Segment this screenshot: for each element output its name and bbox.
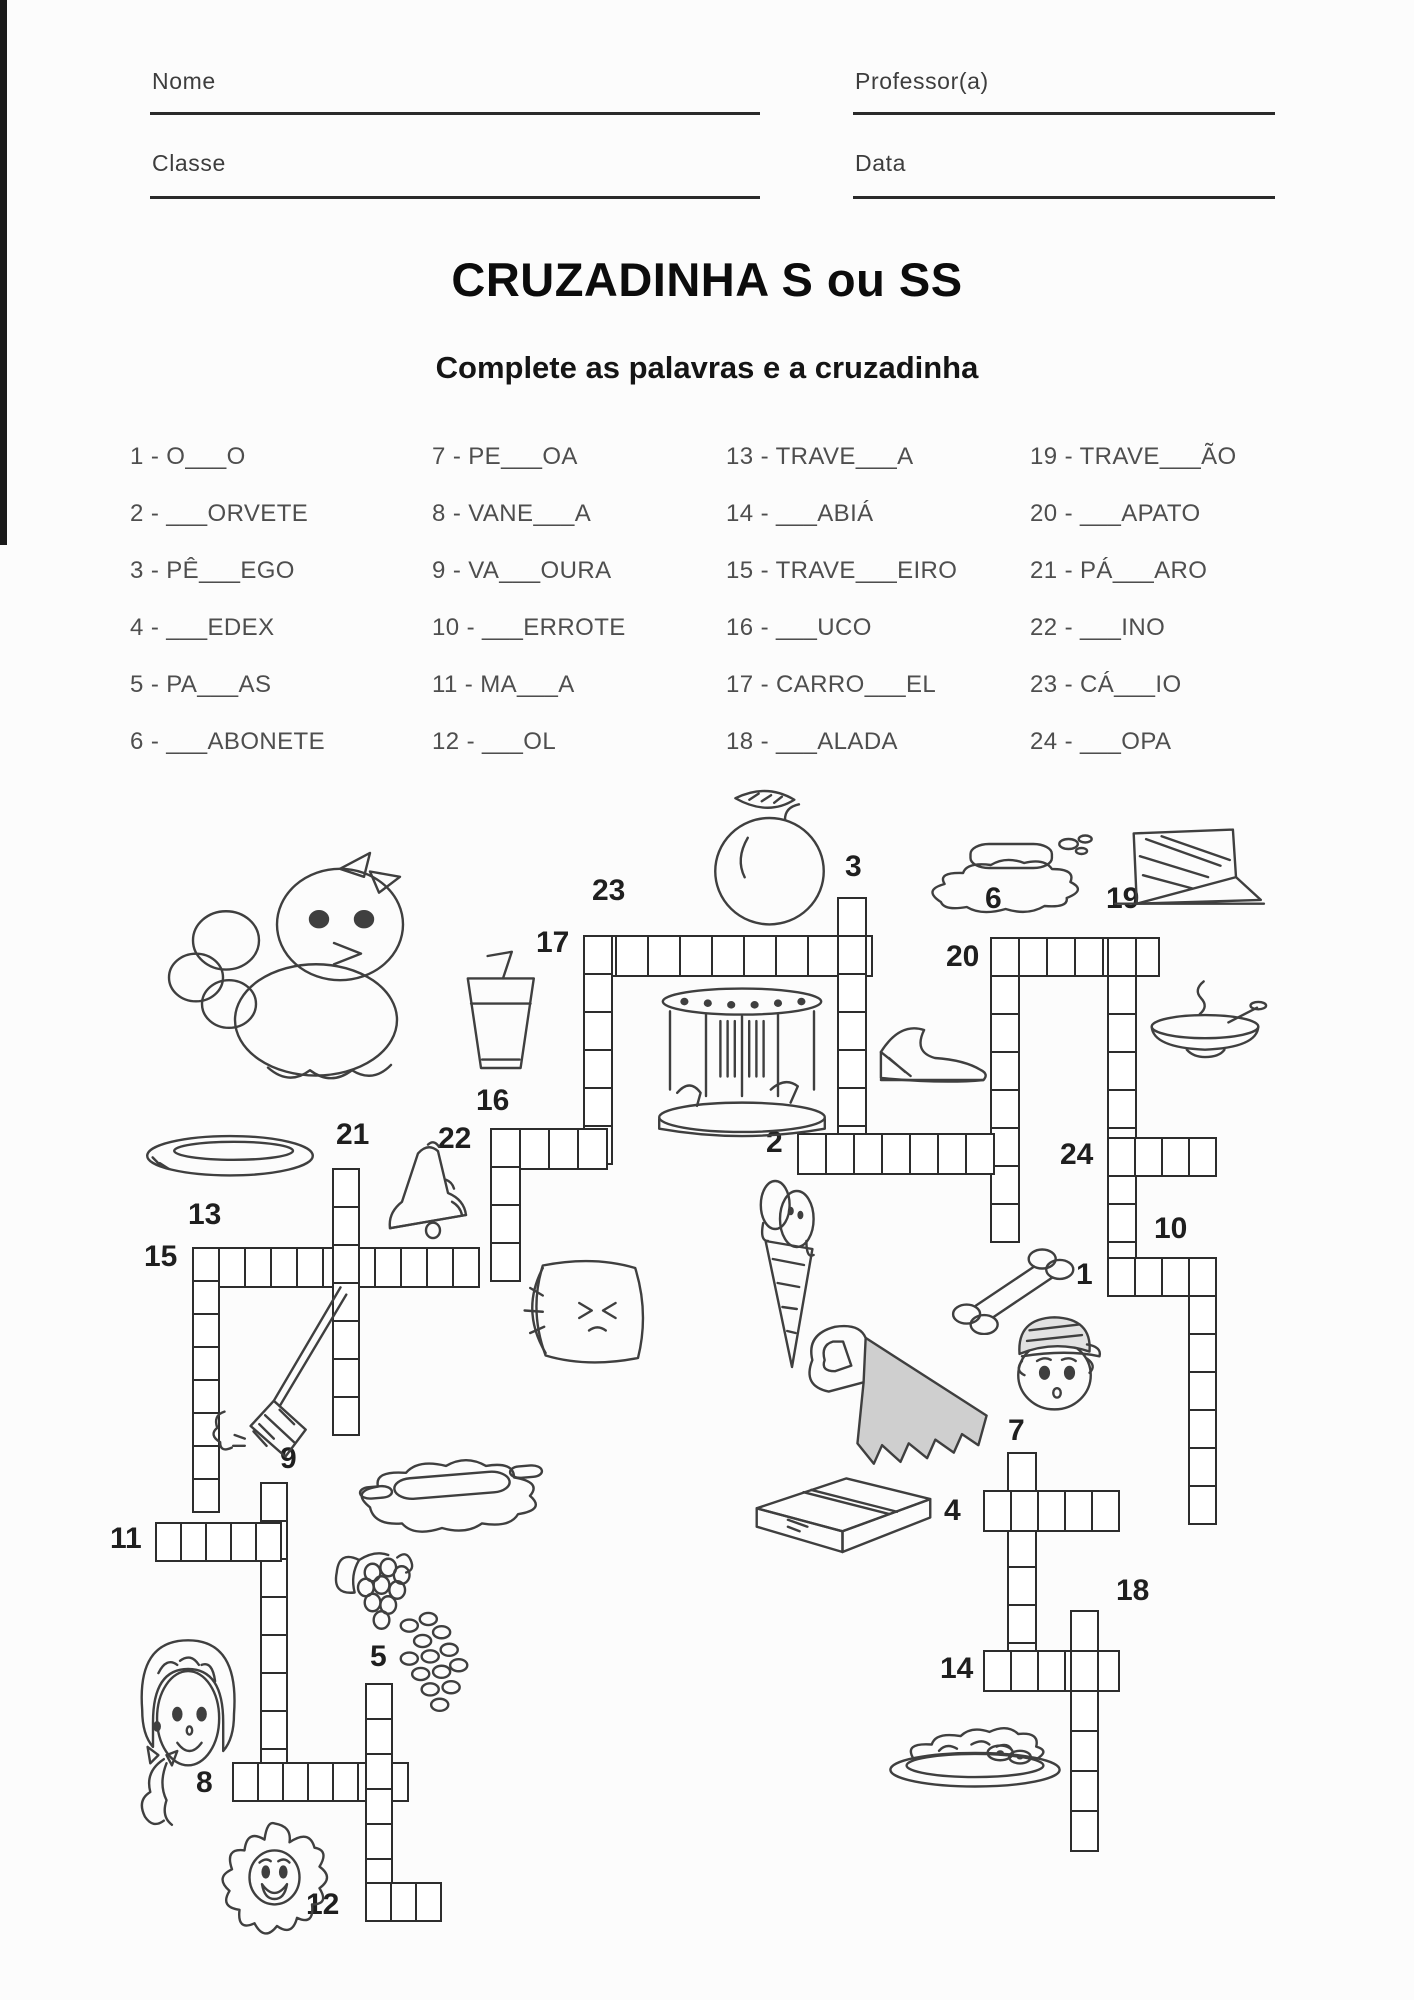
crossword-cell-17-4[interactable]: [679, 935, 713, 977]
crossword-cell-7-4[interactable]: [1007, 1566, 1037, 1606]
crossword-cell-6-1[interactable]: [990, 937, 1020, 977]
clue-number-11: 11: [110, 1522, 142, 1555]
crossword-cell-18-4[interactable]: [1070, 1730, 1099, 1772]
crossword-cell-10-6[interactable]: [1188, 1447, 1217, 1487]
girl-illustration: [126, 1628, 261, 1833]
crossword-cell-11-2[interactable]: [180, 1522, 207, 1562]
crossword-cell-19-2[interactable]: [1107, 975, 1137, 1015]
crossword-cell-8-4[interactable]: [307, 1762, 334, 1802]
crossword-cell-15-9[interactable]: [400, 1247, 428, 1288]
clue-item: 1 - O___O: [130, 442, 246, 470]
crossword-cell-4-3[interactable]: [1037, 1490, 1066, 1532]
coins-illustration: [396, 1608, 491, 1718]
page-title: CRUZADINHA S ou SS: [451, 253, 963, 306]
clue-number-4: 4: [944, 1494, 961, 1527]
crossword-cell-11-4[interactable]: [230, 1522, 257, 1562]
goal-illustration: [1112, 822, 1267, 917]
crossword-cell-2-7[interactable]: [965, 1133, 995, 1175]
crossword-cell-18-6[interactable]: [1070, 1810, 1099, 1852]
crossword-cell-12-1[interactable]: [365, 1882, 392, 1922]
crossword-cell-3-2[interactable]: [837, 935, 867, 975]
crossword-cell-23-2[interactable]: [583, 973, 613, 1013]
clue-number-2: 2: [766, 1126, 783, 1159]
crossword-cell-5-2[interactable]: [365, 1718, 393, 1755]
clue-number-16: 16: [476, 1084, 510, 1117]
crossword-cell-19-8[interactable]: [1107, 1203, 1137, 1243]
crossword-cell-9-3[interactable]: [260, 1558, 288, 1598]
nome-label: Nome: [152, 68, 216, 94]
crossword-cell-2-6[interactable]: [937, 1133, 967, 1175]
crossword-cell-8-2[interactable]: [257, 1762, 284, 1802]
clue-number-6: 6: [985, 882, 1002, 915]
shoe-illustration: [862, 1000, 997, 1100]
clue-item: 22 - ___INO: [1030, 613, 1166, 641]
clue-item: 17 - CARRO___EL: [726, 670, 937, 698]
crossword-cell-10-7[interactable]: [1188, 1485, 1217, 1525]
crossword-cell-20-4[interactable]: [1074, 937, 1104, 977]
crossword-cell-4-4[interactable]: [1064, 1490, 1093, 1532]
crossword-cell-7-3[interactable]: [1007, 1528, 1037, 1568]
clue-number-19: 19: [1106, 882, 1140, 915]
clue-number-18: 18: [1116, 1574, 1150, 1607]
crossword-cell-18-2[interactable]: [1070, 1650, 1099, 1692]
clue-item: 16 - ___UCO: [726, 613, 872, 641]
crossword-cell-11-5[interactable]: [255, 1522, 282, 1562]
crossword-cell-10-1[interactable]: [1188, 1257, 1217, 1297]
clue-item: 20 - ___APATO: [1030, 499, 1201, 527]
crossword-cell-5-3[interactable]: [365, 1753, 393, 1790]
crossword-cell-24-4[interactable]: [1188, 1137, 1217, 1177]
crossword-cell-19-1[interactable]: [1107, 937, 1137, 977]
crossword-cell-21-2[interactable]: [332, 1206, 360, 1246]
clue-item: 14 - ___ABIÁ: [726, 499, 874, 527]
crossword-cell-14-2[interactable]: [1010, 1650, 1039, 1692]
dish-illustration: [140, 1118, 320, 1200]
clue-number-13: 13: [188, 1198, 222, 1231]
clue-number-3: 3: [845, 850, 862, 883]
clue-item: 4 - ___EDEX: [130, 613, 275, 641]
crossword-cell-2-3[interactable]: [853, 1133, 883, 1175]
crossword-cell-4-2[interactable]: [1010, 1490, 1039, 1532]
crossword-cell-22-1[interactable]: [490, 1128, 521, 1168]
carousel-illustration: [652, 982, 832, 1145]
crossword-cell-22-2[interactable]: [490, 1166, 521, 1206]
clue-item: 13 - TRAVE___A: [726, 442, 914, 470]
crossword-cell-12-2[interactable]: [390, 1882, 417, 1922]
crossword-cell-17-7[interactable]: [775, 935, 809, 977]
clue-number-23: 23: [592, 874, 626, 907]
crossword-cell-15-10[interactable]: [426, 1247, 454, 1288]
crossword-cell-11-1[interactable]: [155, 1522, 182, 1562]
clue-item: 11 - MA___A: [432, 670, 575, 698]
crossword-cell-16-4[interactable]: [577, 1128, 608, 1170]
clue-item: 19 - TRAVE___ÃO: [1030, 442, 1237, 470]
page-subtitle: Complete as palavras e a cruzadinha: [435, 350, 979, 385]
clue-number-17: 17: [536, 926, 570, 959]
salad-illustration: [885, 1692, 1065, 1797]
crossword-cell-1-1[interactable]: [1107, 1257, 1136, 1297]
crossword-cell-22-3[interactable]: [490, 1204, 521, 1244]
crossword-cell-7-5[interactable]: [1007, 1604, 1037, 1644]
crossword-cell-9-1[interactable]: [260, 1482, 288, 1522]
soup-illustration: [1140, 972, 1270, 1077]
clue-item: 12 - ___OL: [432, 727, 557, 755]
crossword-cell-9-4[interactable]: [260, 1596, 288, 1636]
classe-label: Classe: [152, 150, 226, 176]
crossword-cell-5-4[interactable]: [365, 1788, 393, 1825]
crossword-cell-19-5[interactable]: [1107, 1089, 1137, 1129]
crossword-cell-10-3[interactable]: [1188, 1333, 1217, 1373]
clue-number-14: 14: [940, 1652, 974, 1685]
data-label: Data: [855, 150, 906, 176]
professor-label: Professor(a): [855, 68, 989, 94]
crossword-cell-8-5[interactable]: [332, 1762, 359, 1802]
crossword-cell-23-5[interactable]: [583, 1087, 613, 1127]
crossword-cell-13-8[interactable]: [192, 1478, 220, 1513]
crossword-cell-1-3[interactable]: [1161, 1257, 1190, 1297]
clue-number-5: 5: [370, 1640, 387, 1673]
clue-item: 5 - PA___AS: [130, 670, 272, 698]
crossword-cell-20-3[interactable]: [1046, 937, 1076, 977]
clue-item: 6 - ___ABONETE: [130, 727, 326, 755]
chick-illustration: [160, 845, 460, 1110]
clue-number-24: 24: [1060, 1138, 1094, 1171]
soap-illustration: [915, 832, 1100, 932]
crossword-cell-1-2[interactable]: [1134, 1257, 1163, 1297]
clue-number-21: 21: [336, 1118, 370, 1151]
crossword-cell-9-6[interactable]: [260, 1672, 288, 1712]
crossword-cell-5-5[interactable]: [365, 1823, 393, 1860]
pillow-illustration: [512, 1248, 652, 1373]
crossword-cell-17-2[interactable]: [615, 935, 649, 977]
clue-number-12: 12: [306, 1888, 340, 1921]
crossword-cell-8-3[interactable]: [282, 1762, 309, 1802]
clue-item: 23 - CÁ___IO: [1030, 670, 1182, 698]
clue-item: 7 - PE___OA: [432, 442, 578, 470]
crossword-cell-24-1[interactable]: [1107, 1137, 1136, 1177]
clue-item: 18 - ___ALADA: [726, 727, 898, 755]
crossword-cell-17-5[interactable]: [711, 935, 745, 977]
clue-number-1: 1: [1076, 1258, 1093, 1291]
crossword-cell-9-7[interactable]: [260, 1710, 288, 1750]
crossword-cell-7-1[interactable]: [1007, 1452, 1037, 1492]
clue-item: 3 - PÊ___EGO: [130, 556, 295, 584]
crossword-cell-9-5[interactable]: [260, 1634, 288, 1674]
broom-illustration: [210, 1282, 355, 1462]
clue-item: 9 - VA___OURA: [432, 556, 612, 584]
clue-number-8: 8: [196, 1766, 213, 1799]
crossword-cell-2-4[interactable]: [881, 1133, 911, 1175]
pindough-illustration: [350, 1436, 550, 1551]
crossword-cell-18-1[interactable]: [1070, 1610, 1099, 1652]
crossword-cell-19-3[interactable]: [1107, 1013, 1137, 1053]
crossword-cell-5-1[interactable]: [365, 1683, 393, 1720]
crossword-cell-23-3[interactable]: [583, 1011, 613, 1051]
crossword-cell-13-1[interactable]: [192, 1247, 220, 1282]
crossword-cell-18-5[interactable]: [1070, 1770, 1099, 1812]
package-illustration: [745, 1460, 940, 1575]
crossword-cell-17-3[interactable]: [647, 935, 681, 977]
clue-item: 8 - VANE___A: [432, 499, 592, 527]
glass-illustration: [448, 942, 558, 1082]
crossword-cell-15-11[interactable]: [452, 1247, 480, 1288]
crossword-cell-12-3[interactable]: [415, 1882, 442, 1922]
crossword-cell-10-5[interactable]: [1188, 1409, 1217, 1449]
crossword-cell-21-1[interactable]: [332, 1168, 360, 1208]
clue-item: 10 - ___ERROTE: [432, 613, 626, 641]
bell-illustration: [376, 1138, 476, 1248]
clue-number-15: 15: [144, 1240, 178, 1273]
crossword-cell-15-8[interactable]: [374, 1247, 402, 1288]
crossword-cell-14-1[interactable]: [983, 1650, 1012, 1692]
crossword-cell-17-8[interactable]: [807, 935, 841, 977]
clue-number-10: 10: [1154, 1212, 1188, 1245]
clue-number-20: 20: [946, 940, 980, 973]
crossword-cell-4-5[interactable]: [1091, 1490, 1120, 1532]
crossword-cell-2-5[interactable]: [909, 1133, 939, 1175]
boy-illustration: [992, 1302, 1117, 1420]
crossword-cell-23-1[interactable]: [583, 935, 613, 975]
crossword-cell-21-3[interactable]: [332, 1244, 360, 1284]
crossword-cell-19-4[interactable]: [1107, 1051, 1137, 1091]
clue-item: 21 - PÁ___ARO: [1030, 556, 1208, 584]
crossword-cell-10-4[interactable]: [1188, 1371, 1217, 1411]
clue-number-9: 9: [280, 1442, 297, 1475]
clue-item: 2 - ___ORVETE: [130, 499, 309, 527]
crossword-cell-16-2[interactable]: [519, 1128, 550, 1170]
crossword-cell-6-8[interactable]: [990, 1203, 1020, 1243]
crossword-cell-24-2[interactable]: [1134, 1137, 1163, 1177]
crossword-cell-18-3[interactable]: [1070, 1690, 1099, 1732]
crossword-cell-11-3[interactable]: [205, 1522, 232, 1562]
crossword-cell-14-3[interactable]: [1037, 1650, 1066, 1692]
clue-item: 15 - TRAVE___EIRO: [726, 556, 958, 584]
clue-item: 24 - ___OPA: [1030, 727, 1172, 755]
crossword-cell-23-4[interactable]: [583, 1049, 613, 1089]
clue-number-22: 22: [438, 1122, 472, 1155]
crossword-cell-10-2[interactable]: [1188, 1295, 1217, 1335]
crossword-cell-24-3[interactable]: [1161, 1137, 1190, 1177]
sunflower-illustration: [212, 1818, 340, 1953]
crossword-cell-20-2[interactable]: [1018, 937, 1048, 977]
crossword-cell-16-3[interactable]: [548, 1128, 579, 1170]
peach-illustration: [692, 780, 847, 932]
crossword-cell-17-6[interactable]: [743, 935, 777, 977]
clue-number-7: 7: [1008, 1414, 1025, 1447]
